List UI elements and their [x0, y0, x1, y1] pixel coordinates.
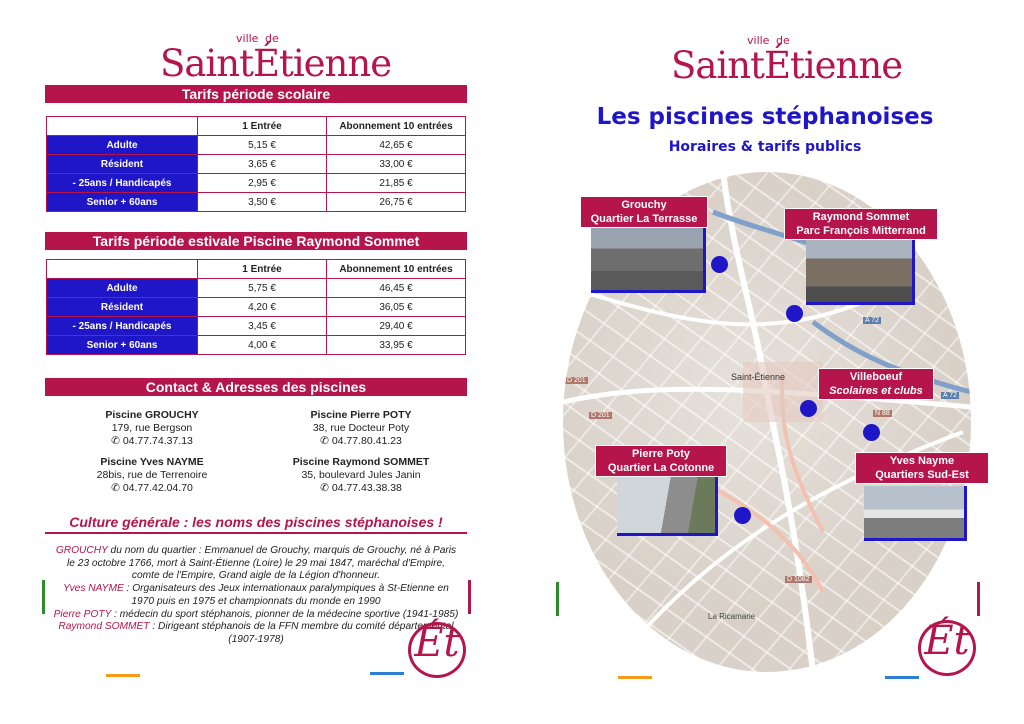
callout-line: Quartiers Sud-Est	[875, 469, 969, 481]
culture-entry: GROUCHY du nom du quartier : Emmanuel de Grouchy, marquis de Grouchy, né à Paris le 23 octobre 1766, mort à Saint-Étienne (Loire) le 29 mai 1847, maréchal d'Empire, comte de l'Empire, Grand aigle de la Légion d'honneur.	[55, 545, 457, 582]
scolaire-title: Tarifs période scolaire	[45, 85, 467, 103]
contact-poty	[271, 409, 451, 448]
logo-name: SaintÉtienne	[671, 44, 903, 87]
et-monogram	[918, 620, 976, 676]
table-row	[47, 279, 466, 298]
pool-name: Piscine Pierre POTY	[310, 409, 412, 421]
callout-line: Scolaires et clubs	[829, 385, 923, 397]
callout-line: Grouchy	[621, 199, 667, 211]
road-label: D 201	[567, 377, 586, 384]
callout-line: Quartier La Cotonne	[607, 462, 715, 474]
table-header-cell: 1 Entrée	[198, 260, 327, 279]
page-title: Les piscines stéphanoises	[596, 104, 934, 130]
table-row	[47, 298, 466, 317]
table-cell: 5,75 €	[198, 279, 327, 298]
table-row	[47, 136, 466, 155]
callout-line: Yves Nayme	[889, 455, 955, 467]
page-subtitle: Horaires & tarifs publics	[668, 139, 862, 155]
culture-entry: Yves NAYME : Organisateurs des Jeux internationaux paralympiques à St-Etienne en 1970 puis en 1975 et championnats du monde en 1990	[63, 583, 449, 607]
table-cell: 3,65 €	[198, 155, 327, 174]
blue-accent	[885, 676, 919, 679]
table-cell: Résident	[47, 155, 198, 174]
culture-entry: Raymond SOMMET : Dirigeant stéphanois de la FFN membre du comité départemental (1907-1978)	[58, 621, 454, 645]
pool-name: Piscine Raymond SOMMET	[292, 456, 430, 468]
culture-title: Culture générale : les noms des piscines stéphanoises !	[69, 514, 443, 530]
pool-marker[interactable]	[800, 400, 817, 417]
green-accent	[556, 582, 559, 616]
saint-etienne-logo-right	[671, 34, 903, 94]
road-label: A 72	[943, 392, 958, 399]
divider	[45, 532, 467, 534]
estivale-title: Tarifs période estivale Piscine Raymond Sommet	[45, 232, 467, 250]
callout-line: Parc François Mitterrand	[796, 225, 926, 237]
logo-de: de	[776, 34, 790, 47]
table-cell: Adulte	[47, 136, 198, 155]
pool-marker[interactable]	[734, 507, 751, 524]
table-header-row	[47, 117, 466, 136]
callout-nayme	[855, 452, 989, 484]
table-row	[47, 174, 466, 193]
pool-phone[interactable]: ✆ 04.77.43.38.38	[320, 482, 402, 494]
saint-etienne-logo-left	[160, 32, 392, 92]
table-header-cell	[47, 260, 198, 279]
table-cell: 26,75 €	[327, 193, 466, 212]
table-header-cell: 1 Entrée	[198, 117, 327, 136]
callout-villeboeuf	[818, 368, 934, 400]
map-city-label: Saint-Étienne	[731, 372, 786, 382]
table-cell: Adulte	[47, 279, 198, 298]
callout-sommet	[784, 208, 938, 240]
callout-line: Quartier La Terrasse	[590, 213, 698, 225]
callout-line: Pierre Poty	[631, 448, 691, 460]
contact-grouchy	[62, 409, 242, 448]
monogram-text: Ét	[924, 618, 970, 664]
table-cell: 33,00 €	[327, 155, 466, 174]
table-cell: 5,15 €	[198, 136, 327, 155]
red-accent	[468, 580, 471, 614]
orange-accent	[106, 674, 140, 677]
phone-icon: ✆	[111, 482, 120, 494]
logo-ville: ville	[747, 34, 770, 47]
table-cell: 4,20 €	[198, 298, 327, 317]
table-row	[47, 317, 466, 336]
orange-accent	[618, 676, 652, 679]
pool-address: 38, rue Docteur Poty	[312, 422, 410, 434]
contact-title: Contact & Adresses des piscines	[45, 378, 467, 396]
pool-name: Piscine GROUCHY	[105, 409, 199, 421]
pool-phone[interactable]: ✆ 04.77.80.41.23	[320, 435, 402, 447]
table-header-row	[47, 260, 466, 279]
monogram-text: Ét	[414, 620, 460, 666]
table-cell: 3,45 €	[198, 317, 327, 336]
pool-phone[interactable]: ✆ 04.77.42.04.70	[111, 482, 193, 494]
table-row	[47, 155, 466, 174]
photo-sommet	[806, 240, 915, 305]
road-label: D 1082	[787, 576, 810, 583]
callout-poty	[595, 445, 727, 477]
photo-nayme	[864, 486, 967, 541]
table-cell: - 25ans / Handicapés	[47, 174, 198, 193]
logo-ville: ville	[236, 32, 259, 45]
table-cell: Senior + 60ans	[47, 336, 198, 355]
table-row	[47, 336, 466, 355]
culture-text	[52, 545, 460, 647]
table-cell: 29,40 €	[327, 317, 466, 336]
pool-address: 28bis, rue de Terrenoire	[96, 469, 208, 481]
pool-phone[interactable]: ✆ 04.77.74.37.13	[111, 435, 193, 447]
contact-sommet	[271, 456, 451, 495]
culture-entry: Pierre POTY : médecin du sport stéphanois, pionner de la médecine sportive (1941-1985)	[53, 608, 459, 620]
pool-marker[interactable]	[863, 424, 880, 441]
table-header-cell: Abonnement 10 entrées	[327, 260, 466, 279]
table-cell: 42,65 €	[327, 136, 466, 155]
table-header-cell: Abonnement 10 entrées	[327, 117, 466, 136]
map-place-label: La Ricamarie	[708, 612, 756, 621]
logo-name: SaintÉtienne	[160, 42, 392, 85]
phone-icon: ✆	[320, 482, 329, 494]
photo-poty	[617, 475, 718, 536]
callout-grouchy	[580, 196, 708, 228]
table-row	[47, 193, 466, 212]
table-cell: 21,85 €	[327, 174, 466, 193]
table-cell: Senior + 60ans	[47, 193, 198, 212]
et-monogram	[408, 622, 466, 678]
pool-marker[interactable]	[711, 256, 728, 273]
table-cell: 3,50 €	[198, 193, 327, 212]
table-cell: - 25ans / Handicapés	[47, 317, 198, 336]
table-cell: 33,95 €	[327, 336, 466, 355]
phone-icon: ✆	[111, 435, 120, 447]
table-cell: 46,45 €	[327, 279, 466, 298]
photo-grouchy	[591, 226, 706, 293]
table-header-cell	[47, 117, 198, 136]
pool-address: 179, rue Bergson	[111, 422, 193, 434]
phone-icon: ✆	[320, 435, 329, 447]
tarif-scolaire-table	[46, 116, 466, 212]
table-cell: 4,00 €	[198, 336, 327, 355]
contact-nayme	[62, 456, 242, 495]
green-accent	[42, 580, 45, 614]
logo-de: de	[265, 32, 279, 45]
tarif-estivale-table	[46, 259, 466, 355]
table-cell: 36,05 €	[327, 298, 466, 317]
pool-address: 35, boulevard Jules Janin	[301, 469, 421, 481]
callout-line: Raymond Sommet	[812, 211, 910, 223]
table-cell: 2,95 €	[198, 174, 327, 193]
blue-accent	[370, 672, 404, 675]
table-cell: Résident	[47, 298, 198, 317]
pool-name: Piscine Yves NAYME	[100, 456, 204, 468]
red-accent	[977, 582, 980, 616]
pool-marker[interactable]	[786, 305, 803, 322]
road-label: N 88	[875, 410, 890, 417]
road-label: D 201	[591, 412, 610, 419]
road-label: A 72	[865, 317, 880, 324]
callout-line: Villeboeuf	[849, 371, 903, 383]
